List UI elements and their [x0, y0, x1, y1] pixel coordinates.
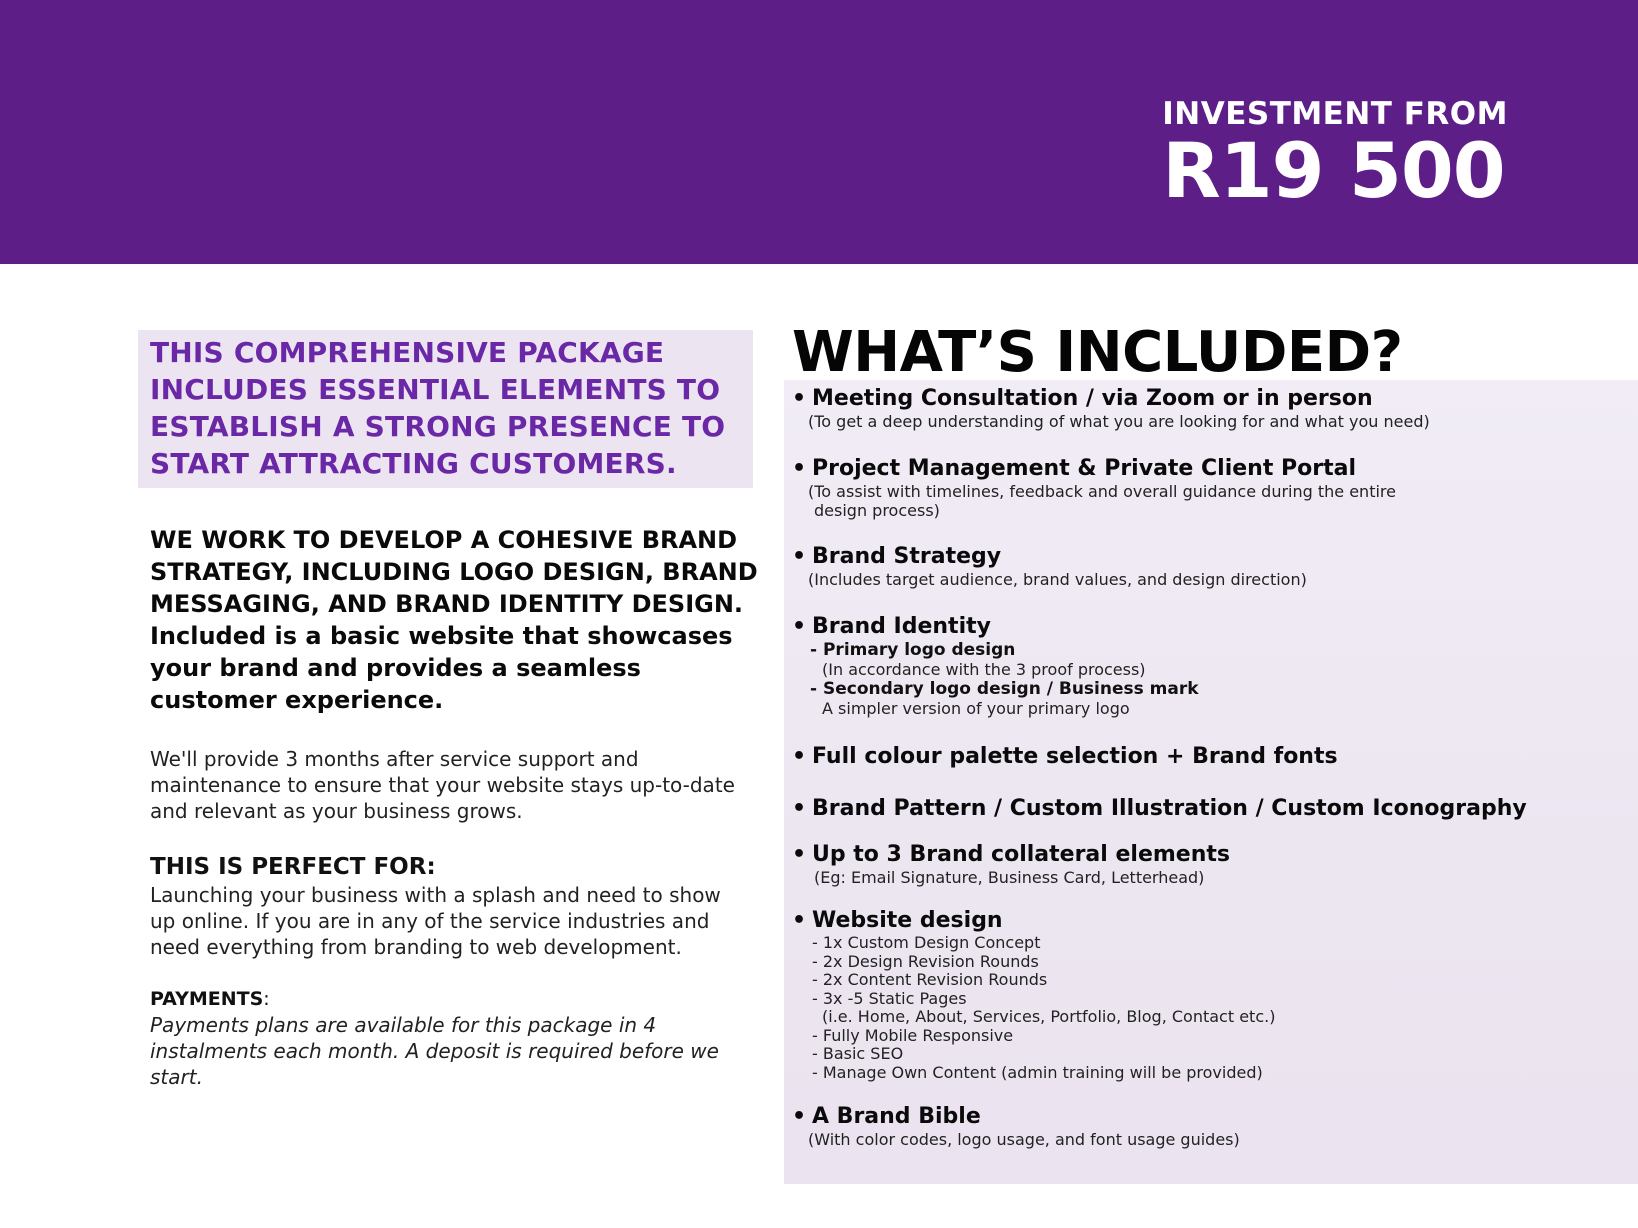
investment-block — [1162, 96, 1508, 215]
bullet-icon: • — [792, 744, 807, 769]
item-sub: - 2x Content Revision Rounds — [812, 970, 1048, 989]
bullet-icon: • — [792, 456, 807, 481]
item-sub: - Basic SEO — [812, 1044, 904, 1063]
item-sub-bold: - Secondary logo design / Business mark — [810, 679, 1199, 699]
bullet-icon: • — [792, 614, 807, 639]
item-title: Project Management & Private Client Portal — [812, 456, 1356, 481]
item-title: Brand Strategy — [812, 544, 1002, 569]
payments-colon: : — [263, 988, 270, 1010]
bullet-icon: • — [792, 796, 807, 821]
item-desc: (With color codes, logo usage, and font usage guides) — [808, 1130, 1240, 1149]
item-title: Full colour palette selection + Brand fonts — [812, 744, 1338, 769]
included-item — [792, 796, 1612, 822]
website-note: Included is a basic website that showcases your brand and provides a seamless customer experience. — [150, 622, 733, 714]
item-desc: (Includes target audience, brand values, and design direction) — [808, 570, 1307, 589]
item-sub-note: (In accordance with the 3 proof process) — [822, 660, 1146, 679]
item-desc-continued: design process) — [814, 501, 940, 520]
item-title: Meeting Consultation / via Zoom or in person — [812, 386, 1373, 411]
item-sub: - 3x -5 Static Pages — [812, 988, 967, 1008]
item-title: A Brand Bible — [812, 1104, 981, 1129]
bullet-icon: • — [792, 386, 807, 411]
bullet-icon: • — [792, 1104, 807, 1129]
investment-price: R19 500 — [1162, 126, 1505, 215]
intro-text: THIS COMPREHENSIVE PACKAGE INCLUDES ESSENTIAL ELEMENTS TO ESTABLISH A STRONG PRESENCE TO START ATTRACTING CUSTOMERS. — [150, 336, 726, 480]
payments-text: Payments plans are available for this package in 4 instalments each month. A deposit is required before we start. — [150, 1013, 719, 1089]
included-item — [792, 614, 1612, 718]
support-text: We'll provide 3 months after service support and maintenance to ensure that your website stays up-to-date and relevant as your business grows. — [150, 747, 735, 823]
header-band — [0, 0, 1638, 264]
item-sub: - 1x Custom Design Concept — [812, 933, 1041, 952]
perfect-heading: THIS IS PERFECT FOR: — [150, 854, 436, 880]
item-sub: - Manage Own Content (admin training will be provided) — [812, 1062, 1263, 1082]
item-desc: (To assist with timelines, feedback and overall guidance during the entire — [808, 482, 1396, 501]
item-sub: - 2x Design Revision Rounds — [812, 951, 1039, 971]
payments-heading: PAYMENTS — [150, 988, 264, 1010]
investment-label: INVESTMENT FROM — [1162, 96, 1508, 132]
included-item — [792, 544, 1612, 589]
item-sub: - Fully Mobile Responsive — [812, 1025, 1014, 1045]
item-title: Brand Pattern / Custom Illustration / Custom Iconography — [812, 796, 1527, 821]
item-desc: (To get a deep understanding of what you are looking for and what you need) — [808, 412, 1430, 431]
strategy-text: WE WORK TO DEVELOP A COHESIVE BRAND STRATEGY, INCLUDING LOGO DESIGN, BRAND MESSAGING, AND BRAND IDENTITY DESIGN. — [150, 526, 758, 618]
item-sub-note: A simpler version of your primary logo — [822, 699, 1130, 718]
item-sub-bold: - Primary logo design — [810, 640, 1016, 660]
included-item — [792, 744, 1612, 770]
included-item — [792, 842, 1612, 887]
left-column — [138, 330, 758, 1090]
intro-highlight — [138, 330, 753, 488]
item-title: Brand Identity — [812, 614, 991, 639]
bullet-icon: • — [792, 544, 807, 569]
bullet-icon: • — [792, 908, 807, 933]
included-item — [792, 386, 1612, 431]
bullet-icon: • — [792, 842, 807, 867]
included-item — [792, 1104, 1612, 1149]
item-title: Website design — [812, 908, 1003, 933]
item-title: Up to 3 Brand collateral elements — [812, 842, 1230, 867]
payments-heading-line — [138, 986, 758, 1012]
strategy-block — [138, 524, 758, 716]
included-item — [792, 456, 1612, 520]
included-item — [792, 908, 1612, 1082]
perfect-text: Launching your business with a splash and need to show up online. If you are in any of the service industries and need everything from branding to web development. — [150, 883, 721, 959]
included-title: WHAT’S INCLUDED? — [792, 320, 1403, 385]
item-sub: (i.e. Home, About, Services, Portfolio, Blog, Contact etc.) — [822, 1007, 1276, 1026]
item-desc: (Eg: Email Signature, Business Card, Letterhead) — [814, 868, 1205, 887]
